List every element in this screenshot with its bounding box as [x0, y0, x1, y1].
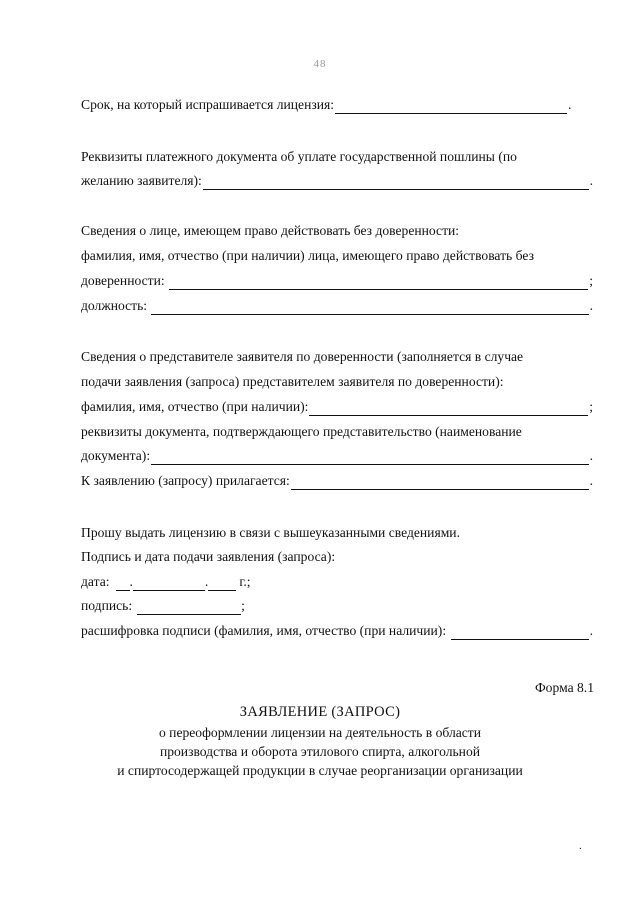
date-day-field[interactable]: [116, 577, 130, 591]
payment-line-2: [81, 172, 593, 190]
form-label: Форма 8.1: [534, 680, 594, 695]
authorized-name-end: ;: [589, 273, 593, 288]
signature-decoding-field[interactable]: [451, 626, 588, 640]
date-year-suffix: г.;: [239, 574, 251, 589]
date-year-field[interactable]: [208, 577, 236, 591]
request-text: Прошу выдать лицензию в связи с вышеуказанными сведениями.: [81, 525, 460, 540]
date-line: [81, 573, 593, 591]
signature-date-heading-text: Подпись и дата подачи заявления (запроса):: [81, 549, 336, 564]
payment-line-1: [81, 148, 593, 166]
representative-heading-1: [81, 348, 593, 366]
authorized-heading: [81, 222, 593, 240]
representative-doc-text: реквизиты документа, подтверждающего представительство (наименование: [81, 424, 522, 439]
representative-doc-end: .: [589, 448, 593, 463]
signature-decoding-line: [81, 622, 593, 640]
representative-name-label: фамилия, имя, отчество (при наличии):: [81, 399, 309, 414]
attachment-end: .: [589, 473, 593, 488]
representative-name-end: ;: [589, 399, 593, 414]
signature-decoding-label: расшифровка подписи (фамилия, имя, отчество (при наличии):: [81, 623, 447, 638]
term-line: [81, 96, 593, 114]
authorized-name-label: доверенности:: [81, 273, 165, 288]
signature-date-heading: [81, 548, 593, 566]
authorized-name-line-1: [81, 247, 593, 265]
signature-line: [81, 597, 593, 615]
term-end: .: [568, 97, 572, 112]
representative-name-line: [81, 398, 593, 416]
representative-heading-2: [81, 373, 593, 391]
signature-label: подпись:: [81, 598, 133, 613]
signature-decoding-end: .: [589, 623, 593, 638]
term-label: Срок, на который испрашивается лицензия:: [81, 97, 335, 112]
position-label: должность:: [81, 298, 148, 313]
authorized-position-line: [81, 297, 593, 315]
date-label: дата:: [81, 574, 110, 589]
representative-doc-line-2: [81, 447, 593, 465]
form-subtitle-2: производства и оборота этилового спирта, алкогольной: [159, 744, 481, 759]
authorized-name-text: фамилия, имя, отчество (при наличии) лица, имеющего право действовать без: [81, 248, 534, 263]
payment-text: Реквизиты платежного документа об уплате государственной пошлины (по: [81, 149, 517, 164]
signature-end: ;: [241, 598, 245, 613]
representative-doc-field[interactable]: [151, 451, 588, 465]
attachment-field[interactable]: [291, 476, 589, 490]
request-line: [81, 524, 593, 542]
payment-label: желанию заявителя):: [81, 173, 202, 188]
form-subtitle-1: о переоформлении лицензии на деятельность в области: [158, 725, 482, 740]
date-dot-1: .: [129, 574, 133, 589]
authorized-heading-text: Сведения о лице, имеющем право действовать без доверенности:: [81, 223, 460, 238]
authorized-name-line-2: [81, 272, 593, 290]
representative-name-field[interactable]: [309, 402, 588, 416]
representative-heading-text-2: подачи заявления (запроса) представителем заявителя по доверенности):: [81, 374, 504, 389]
term-field[interactable]: [335, 100, 567, 114]
position-field[interactable]: [151, 301, 589, 315]
representative-doc-label: документа):: [81, 448, 151, 463]
payment-field[interactable]: [203, 176, 589, 190]
signature-field[interactable]: [137, 601, 241, 615]
page-number: 48: [313, 58, 327, 70]
representative-doc-line-1: [81, 423, 593, 441]
footer-mark: .: [579, 840, 582, 852]
form-title: ЗАЯВЛЕНИЕ (ЗАПРОС): [239, 704, 401, 720]
authorized-name-field[interactable]: [169, 276, 589, 290]
form-subtitle-3: и спиртосодержащей продукции в случае реорганизации организации: [117, 763, 523, 778]
attachment-line: [81, 472, 593, 490]
date-dot-2: .: [204, 574, 209, 589]
representative-heading-text-1: Сведения о представителе заявителя по доверенности (заполняется в случае: [81, 349, 524, 364]
payment-end: .: [589, 173, 593, 188]
date-month-field[interactable]: [133, 577, 205, 591]
position-end: .: [589, 298, 593, 313]
attachment-label: К заявлению (запросу) прилагается:: [81, 473, 290, 488]
